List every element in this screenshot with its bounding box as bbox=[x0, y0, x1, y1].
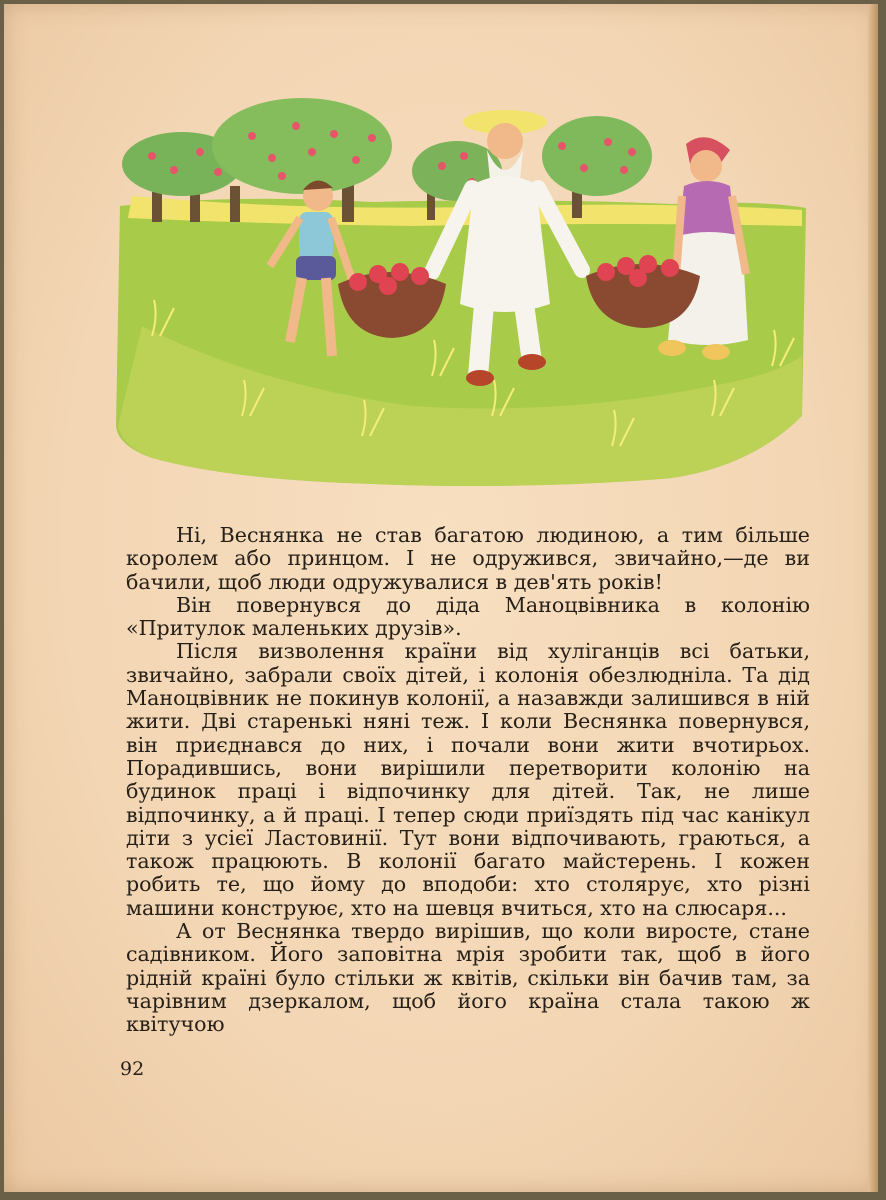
page-edge bbox=[868, 4, 878, 1192]
paragraph: Після визволення країни від хуліганців всі батьки, звичайно, забрали своїх дітей, і колонія обезлюдніла. Та дід Маноцвівник не покинув колонії, а назавжди залишився в ній жити. Дві старенькі няні теж. І коли Веснянка повернувся, він приєднався до них, і почали вони жити вчотирьох. Порадившись, вони вирішили перетворити колонію на будинок праці і відпочинку для дітей. Так, не лише відпочинку, а й праці. І тепер сюди приїздять під час канікул діти з усієї Ластовинії. Тут вони відпочивають, граються, а також працюють. В колонії багато майстерень. І кожен робить те, що йому до вподоби: хто столярує, хто різні машини конструює, хто на шевця вчиться, хто на слюсаря... bbox=[126, 639, 810, 920]
paragraph: Він повернувся до діда Маноцвівника в колонію «Притулок маленьких друзів». bbox=[126, 592, 810, 641]
paragraph: А от Веснянка твердо вирішив, що коли виросте, стане садівником. Його заповітна мрія зробити так, щоб в його рідній країні було стільки ж квітів, скільки він бачив там, за чарівним дзеркалом, щоб його країна стала такою ж квітучою bbox=[126, 919, 810, 1037]
paragraph: Ні, Веснянка не став багатою людиною, а тим більше королем або принцом. І не одружився, звичайно,—де ви бачили, щоб люди одружувалися в дев'ять років! bbox=[126, 523, 810, 594]
book-page bbox=[4, 4, 878, 1192]
page-number: 92 bbox=[120, 1058, 145, 1080]
orchard-illustration bbox=[112, 86, 812, 496]
body-text bbox=[126, 524, 810, 1037]
